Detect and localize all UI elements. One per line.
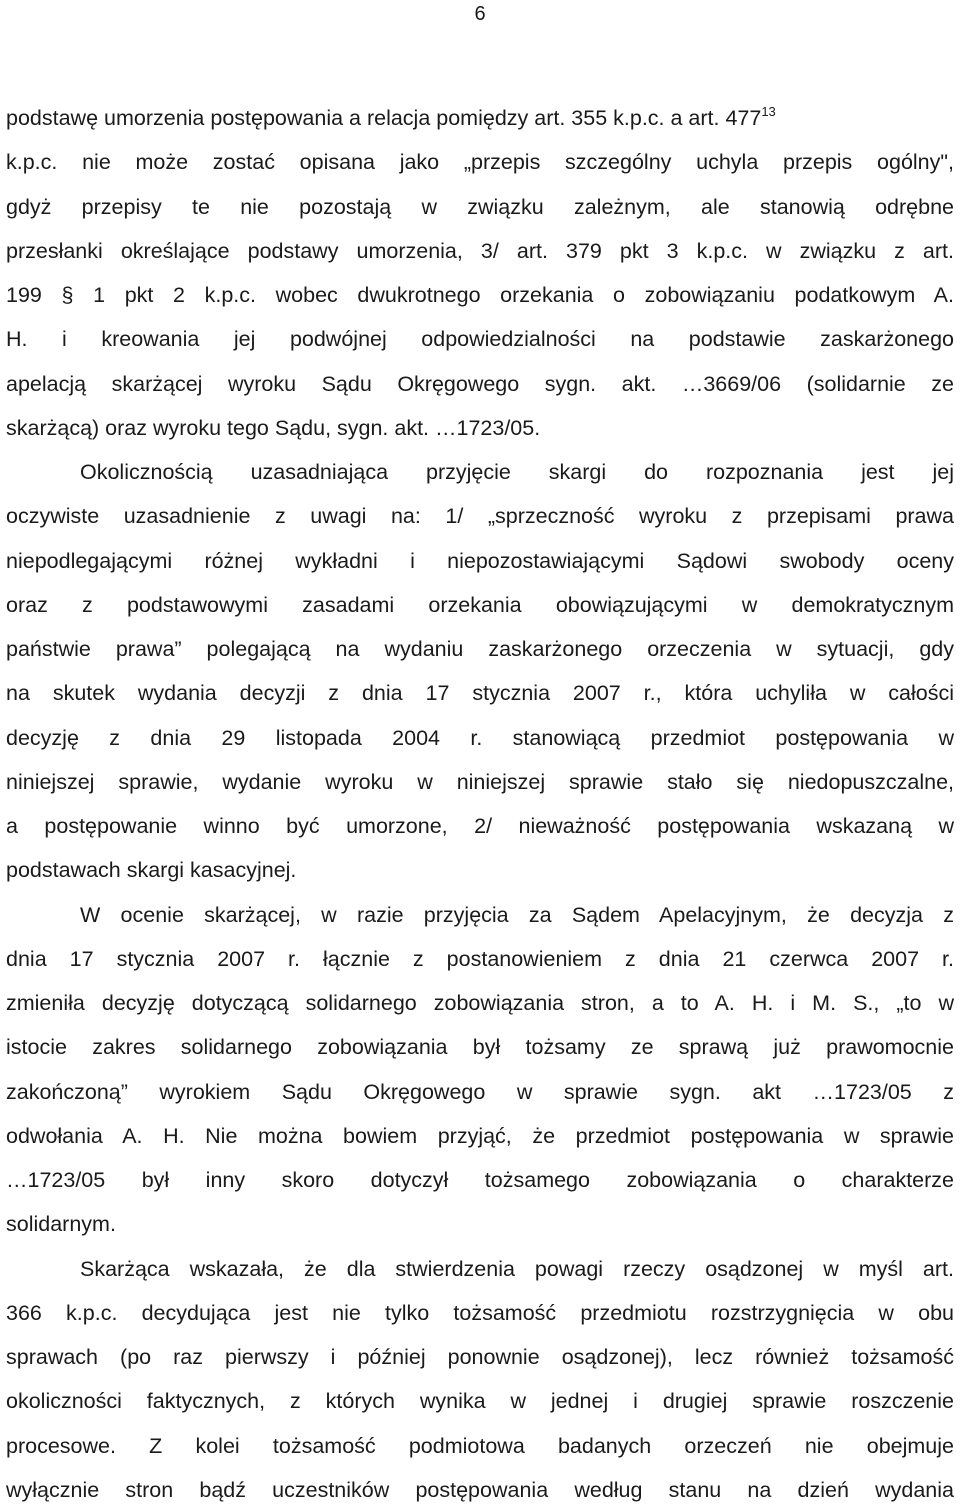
text-line-content: W ocenie skarżącej, w razie przyjęcia za Sądem Apelacyjnym, że decyzja z <box>80 902 954 927</box>
text-line-content: procesowe. Z kolei tożsamość podmiotowa badanych orzeczeń nie obejmuje <box>6 1433 954 1458</box>
text-line <box>6 457 954 487</box>
text-line-content: Okolicznością uzasadniająca przyjęcie skargi do rozpoznania jest jej <box>80 460 954 484</box>
text-line-content: oczywiste uzasadnienie z uwagi na: 1/ „sprzeczność wyroku z przepisami prawa <box>6 504 954 529</box>
text-line <box>6 1298 954 1328</box>
text-line-content: decyzję z dnia 29 listopada 2004 r. stanowiącą przedmiot postępowania w <box>6 725 954 750</box>
text-line <box>6 236 954 266</box>
text-line <box>6 413 954 443</box>
text-line <box>6 1342 954 1372</box>
text-line <box>6 501 954 531</box>
text-line <box>6 192 954 222</box>
text-line-content: zmieniła decyzję dotyczącą solidarnego zobowiązania stron, a to A. H. i M. S., „to w <box>6 991 954 1015</box>
text-line <box>6 634 954 664</box>
text-line-content: wyłącznie stron bądź uczestników postępowania według stanu na dzień wydania <box>6 1477 954 1502</box>
footnote-marker: 13 <box>761 104 776 119</box>
text-line <box>6 546 954 576</box>
text-line-content: H. i kreowania jej podwójnej odpowiedzialności na podstawie zaskarżonego <box>6 327 954 352</box>
text-line <box>6 1121 954 1151</box>
text-line <box>6 855 954 885</box>
text-line <box>6 590 954 620</box>
text-line <box>6 1032 954 1062</box>
text-line-content: 366 k.p.c. decydująca jest nie tylko tożsamość przedmiotu rozstrzygnięcia w obu <box>6 1300 954 1325</box>
text-line-content: …1723/05 był inny skoro dotyczył tożsamego zobowiązania o charakterze <box>6 1168 954 1192</box>
text-line <box>6 147 954 177</box>
text-line <box>6 1386 954 1416</box>
text-line-content: na skutek wydania decyzji z dnia 17 stycznia 2007 r., która uchyliła w całości <box>6 681 954 706</box>
text-line <box>6 1431 954 1461</box>
text-line <box>6 324 954 354</box>
text-line-content: Skarżąca wskazała, że dla stwierdzenia powagi rzeczy osądzonej w myśl art. <box>80 1256 954 1281</box>
text-line-content: oraz z podstawowymi zasadami orzekania obowiązującymi w demokratycznym <box>6 592 954 617</box>
text-line-content: solidarnym. <box>6 1212 116 1237</box>
text-line <box>6 988 954 1018</box>
text-line-content: a postępowanie winno być umorzone, 2/ nieważność postępowania wskazaną w <box>6 814 954 838</box>
text-line <box>6 280 954 310</box>
text-line <box>6 900 954 930</box>
text-line-content: istocie zakres solidarnego zobowiązania był tożsamy ze sprawą już prawomocnie <box>6 1035 954 1060</box>
text-line <box>6 944 954 974</box>
text-line <box>6 1165 954 1195</box>
text-line <box>6 1077 954 1107</box>
text-line-content: państwie prawa” polegającą na wydaniu zaskarżonego orzeczenia w sytuacji, gdy <box>6 637 954 661</box>
text-line <box>6 1254 954 1284</box>
text-line-content: 199 § 1 pkt 2 k.p.c. wobec dwukrotnego orzekania o zobowiązaniu podatkowym A. <box>6 283 954 307</box>
text-line-content: odwołania A. H. Nie można bowiem przyjąć, że przedmiot postępowania w sprawie <box>6 1123 954 1148</box>
text-line <box>6 103 954 133</box>
text-line-content: niepodlegającymi różnej wykładni i niepozostawiającymi Sądowi swobody oceny <box>6 548 954 573</box>
text-line <box>6 811 954 841</box>
text-line-content: k.p.c. nie może zostać opisana jako „przepis szczególny uchyla przepis ogólny", <box>6 150 954 175</box>
page-number: 6 <box>474 3 486 25</box>
text-line <box>6 1209 954 1239</box>
text-line-content: skarżącą) oraz wyroku tego Sądu, sygn. akt. …1723/05. <box>6 415 541 440</box>
text-line-content: gdyż przepisy te nie pozostają w związku zależnym, ale stanowią odrębne <box>6 194 954 219</box>
text-line-content: zakończoną” wyrokiem Sądu Okręgowego w sprawie sygn. akt …1723/05 z <box>6 1079 954 1104</box>
text-line-content: podstawę umorzenia postępowania a relacja pomiędzy art. 355 k.p.c. a art. 477 <box>6 106 762 130</box>
text-line-content: okoliczności faktycznych, z których wynika w jednej i drugiej sprawie roszczenie <box>6 1389 954 1414</box>
text-line <box>6 369 954 399</box>
text-line-content: niniejszej sprawie, wydanie wyroku w niniejszej sprawie stało się niedopuszczalne, <box>6 769 954 794</box>
text-line-content: apelacją skarżącej wyroku Sądu Okręgowego sygn. akt. …3669/06 (solidarnie ze <box>6 371 954 396</box>
text-line <box>6 767 954 797</box>
text-line-content: sprawach (po raz pierwszy i później ponownie osądzonej), lecz również tożsamość <box>6 1345 954 1369</box>
text-line <box>6 1475 954 1505</box>
text-line-content: przesłanki określające podstawy umorzenia, 3/ art. 379 pkt 3 k.p.c. w związku z art. <box>6 238 954 263</box>
text-line-content: dnia 17 stycznia 2007 r. łącznie z postanowieniem z dnia 21 czerwca 2007 r. <box>6 946 954 971</box>
text-line <box>6 723 954 753</box>
text-line-content: podstawach skargi kasacyjnej. <box>6 858 297 883</box>
text-line <box>6 678 954 708</box>
